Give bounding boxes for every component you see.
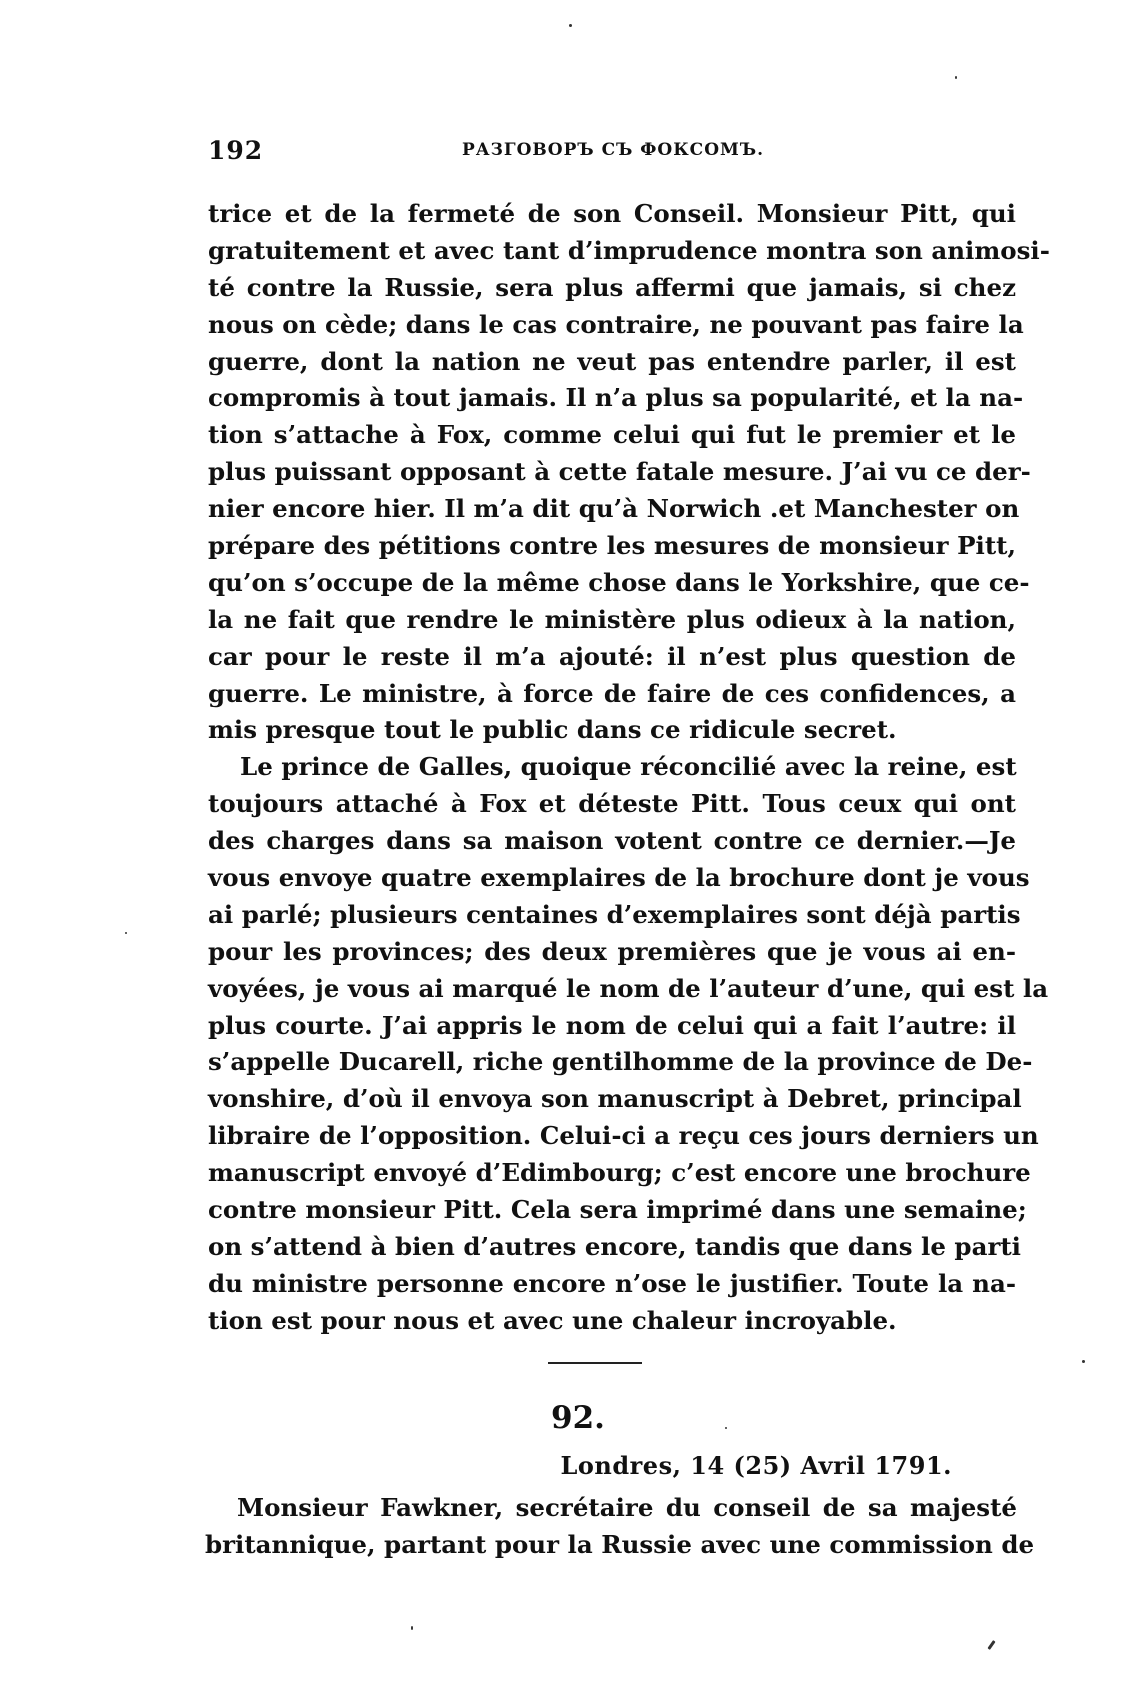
text-line: prépare des pétitions contre les mesures de monsieur Pitt, — [208, 531, 1016, 561]
text-line: toujours attaché à Fox et déteste Pitt. Tous ceux qui ont — [208, 789, 1016, 819]
scan-speck — [725, 1427, 727, 1429]
text-line: on s’attend à bien d’autres encore, tandis que dans le parti — [208, 1231, 1021, 1261]
text-line: compromis à tout jamais. Il n’a plus sa popularité, et la na- — [208, 383, 1024, 413]
text-line: pour les provinces; des deux premières que je vous ai en- — [208, 936, 1016, 966]
text-line: vonshire, d’où il envoya son manuscript à Debret, principal — [208, 1084, 1022, 1114]
text-line: des charges dans sa maison votent contre ce dernier.—Je — [208, 826, 1016, 856]
text-line: plus courte. J’ai appris le nom de celui qui a fait l’autre: il — [208, 1010, 1016, 1040]
text-line: s’appelle Ducarell, riche gentilhomme de la province de De- — [208, 1047, 1033, 1077]
text-line: nous on cède; dans le cas contraire, ne pouvant pas faire la — [208, 309, 1024, 339]
scan-speck — [411, 1626, 413, 1630]
text-line: britannique, partant pour la Russie avec une commission de — [205, 1529, 1035, 1559]
page-number: 192 — [208, 136, 264, 165]
text-line: trice et de la fermeté de son Conseil. Monsieur Pitt, qui — [208, 199, 1016, 228]
text-line: vous envoye quatre exemplaires de la brochure dont je vous — [208, 863, 1030, 893]
section-divider — [548, 1362, 642, 1364]
text-line: guerre. Le ministre, à force de faire de ces confidences, a — [208, 678, 1016, 708]
text-line: manuscript envoyé d’Edimbourg; c’est encore une brochure — [208, 1158, 1031, 1188]
text-line: mis presque tout le public dans ce ridicule secret. — [208, 715, 897, 745]
text-line: guerre, dont la nation ne veut pas entendre parler, il est — [208, 346, 1016, 376]
text-line: tion s’attache à Fox, comme celui qui fut le premier et le — [208, 420, 1016, 450]
letter-number: 92. — [551, 1400, 605, 1436]
scan-speck — [987, 1640, 995, 1650]
text-line: ai parlé; plusieurs centaines d’exemplaires sont déjà partis — [208, 899, 1021, 929]
scan-speck — [569, 24, 572, 27]
text-line: la ne fait que rendre le ministère plus odieux à la nation, — [208, 604, 1016, 634]
running-head — [208, 136, 1016, 170]
text-line: té contre la Russie, sera plus affermi que jamais, si chez — [208, 272, 1016, 302]
text-line: voyées, je vous ai marqué le nom de l’auteur d’une, qui est la — [208, 973, 1049, 1003]
text-line: du ministre personne encore n’ose le justifier. Toute la na- — [208, 1268, 1016, 1298]
scan-speck — [1082, 1360, 1085, 1363]
paragraph-first-line: Monsieur Fawkner, secrétaire du conseil de sa majesté — [237, 1493, 1017, 1522]
text-line: nier encore hier. Il m’a dit qu’à Norwich .et Manchester on — [208, 494, 1020, 524]
text-line: car pour le reste il m’a ajouté: il n’est plus question de — [208, 641, 1016, 671]
scan-speck — [125, 932, 127, 934]
text-line: tion est pour nous et avec une chaleur incroyable. — [208, 1305, 897, 1335]
text-line: libraire de l’opposition. Celui-ci a reçu ces jours derniers un — [208, 1121, 1039, 1151]
text-line: plus puissant opposant à cette fatale mesure. J’ai vu ce der- — [208, 457, 1031, 487]
text-line: qu’on s’occupe de la même chose dans le Yorkshire, que ce- — [208, 567, 1030, 597]
body-text — [208, 196, 1050, 1340]
paragraph-first-line: Le prince de Galles, quoique réconcilié avec la reine, est — [240, 752, 1017, 782]
letter-text — [205, 1490, 1035, 1564]
text-line: gratuitement et avec tant d’imprudence montra son animosi- — [208, 235, 1050, 265]
text-line: contre monsieur Pitt. Cela sera imprimé dans une semaine; — [208, 1195, 1027, 1225]
letter-dateline: Londres, 14 (25) Avril 1791. — [560, 1451, 952, 1480]
scan-speck — [955, 76, 957, 79]
running-title: РАЗГОВОРЪ СЪ ФОКСОМЪ. — [462, 140, 765, 160]
